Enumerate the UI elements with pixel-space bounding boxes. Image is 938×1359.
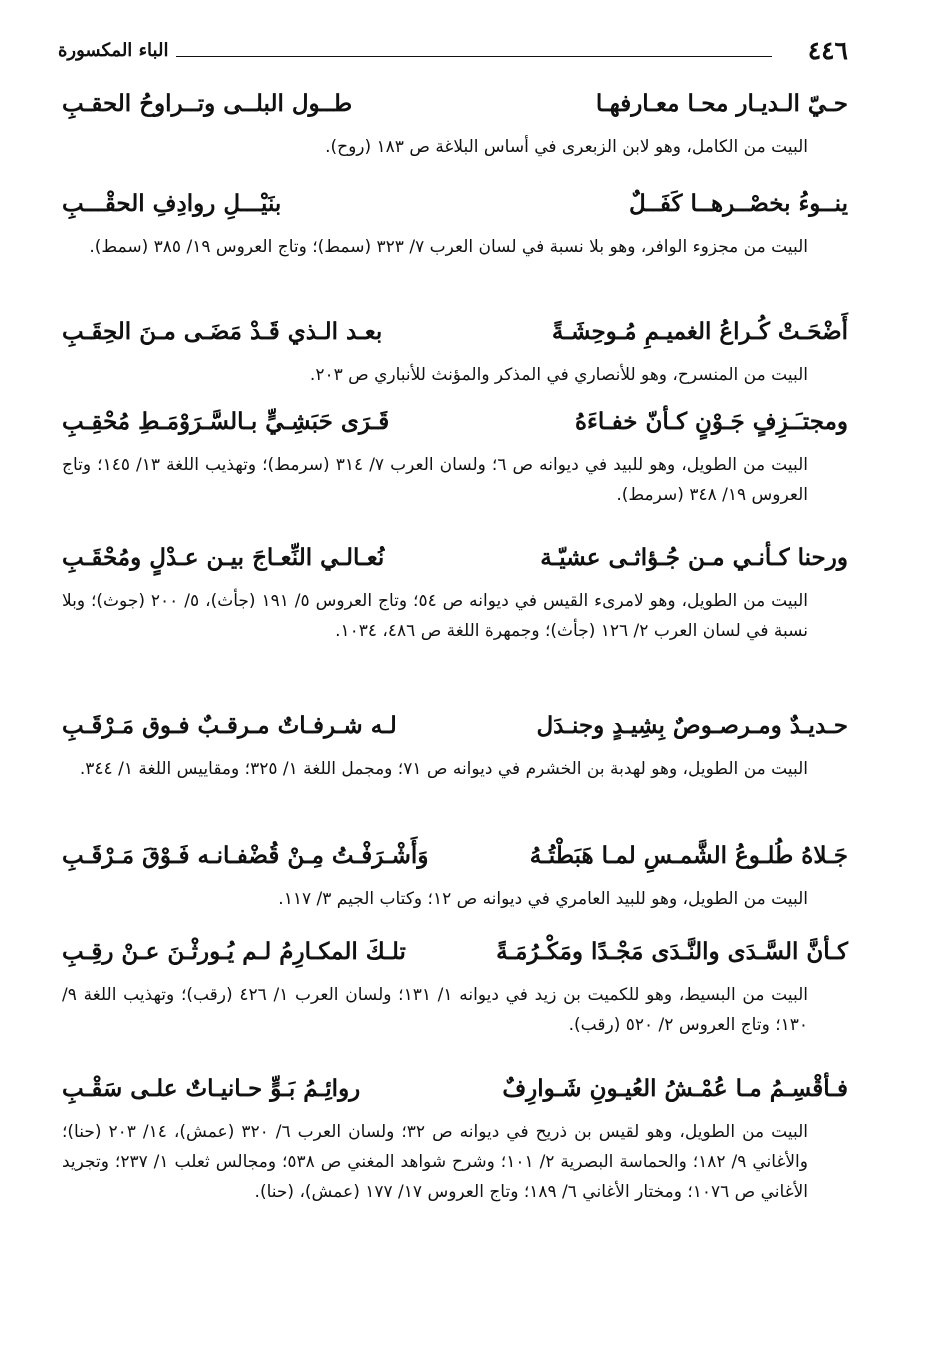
verse-line <box>62 712 848 752</box>
verse-entry <box>62 544 848 646</box>
page-number: ٤٤٦ <box>807 36 848 65</box>
second-hemistich: وَأَشْـرَفْـتُ مِـنْ قُضْفـانـه فَـوْقَ مَـرْقَـبِ <box>62 842 429 869</box>
second-hemistich: روائِـمُ بَـوٍّ حـانيـاتٌ علـى سَقْـبِ <box>62 1075 361 1102</box>
running-title: الباء المكسورة <box>58 40 169 61</box>
second-hemistich: بعـد الـذي قَـدْ مَضَـى مـنَ الحِقَـبِ <box>62 318 383 345</box>
verse-line <box>62 842 848 882</box>
source-note: البيت من الطويل، وهو للبيد العامري في ديوانه ص ١٢؛ وكتاب الجيم ٣/ ١١٧. <box>278 889 808 909</box>
verse-entry <box>62 1075 848 1207</box>
second-hemistich: لـه شـرفـاتٌ مـرقـبٌ فـوق مَـرْقَـبِ <box>62 712 397 739</box>
source-note: البيت من الطويل، وهو لامرىء القيس في ديوانه ص ٥٤؛ وتاج العروس ٥/ ١٩١ (جأث)، ٥/ ٢٠٠ (جوث)؛ وبلا نسبة في لسان العرب ٢/ ١٢٦ (جأث)؛ وجمهرة اللغة ص ٤٨٦، ١٠٣٤. <box>62 591 808 641</box>
verse-entry <box>62 190 848 262</box>
first-hemistich: ورحنا كـأنـي مـن جُـؤاثـى عشيّـة <box>540 544 848 571</box>
first-hemistich: كـأنَّ السَّـدَى والنَّـدَى مَجْـدًا ومَكْـرُمَـةً <box>496 938 848 965</box>
verse-entry <box>62 90 848 162</box>
verse-entry <box>62 842 848 914</box>
first-hemistich: حـيّ الـديـار محـا معـارفهـا <box>595 90 848 117</box>
header-rule <box>176 56 772 57</box>
first-hemistich: ومجتـَـزِفٍ جَـوْنٍ كـأنّ خفـاءَهُ <box>574 408 848 435</box>
second-hemistich: قَـرَى حَبَشِـيٍّ بـالسَّـرَوْمَـطِ مُحْقِـبِ <box>62 408 390 435</box>
verse-entry <box>62 318 848 390</box>
source-note: البيت من المنسرح، وهو للأنصاري في المذكر والمؤنث للأنباري ص ٢٠٣. <box>309 365 808 385</box>
verse-line <box>62 190 848 230</box>
source-note: البيت من الطويل، وهو للبيد في ديوانه ص ٦؛ ولسان العرب ٧/ ٣١٤ (سرمط)؛ وتهذيب اللغة ١٣/ ١٤٥؛ وتاج العروس ١٩/ ٣٤٨ (سرمط). <box>62 455 808 505</box>
verse-entry <box>62 938 848 1040</box>
verse-line <box>62 1075 848 1115</box>
first-hemistich: ينــوءُ بخصْــرهــا كَفَــلٌ <box>629 190 848 217</box>
second-hemistich: بنَيْـــلِ روادِفِ الحقْـــبِ <box>62 190 282 217</box>
verse-line <box>62 90 848 130</box>
source-note: البيت من الطويل، وهو لقيس بن ذريح في ديوانه ص ٣٢؛ ولسان العرب ٦/ ٣٢٠ (عمش)، ١٤/ ٢٠٣ (حنا)؛ والأغاني ٩/ ١٨٢؛ والحماسة البصرية ٢/ ١٠١؛ وشرح شواهد المغني ص ٥٣٨؛ ومجالس ثعلب ١/ ٢٣٧؛ وتجريد الأغاني ص ١٠٧٦؛ ومختار الأغاني ٦/ ١٨٩؛ وتاج العروس ١٧/ ١٧٧ (عمش)، (حنا). <box>62 1122 808 1202</box>
verse-line <box>62 544 848 584</box>
first-hemistich: فـأقْسِـمُ مـا عُمْـشُ العُيـونِ شَـوارِفٌ <box>502 1075 848 1102</box>
page-header <box>58 36 848 72</box>
second-hemistich: تلـكَ المكـارِمُ لـم يُـورثْـنَ عـنْ رقِـبِ <box>62 938 406 965</box>
first-hemistich: أَضْحَـتْ كُـراعُ الغميـمِ مُـوحِشَـةً <box>551 318 848 345</box>
second-hemistich: نُعـالـي النِّعـاجَ بيـن عـدْلٍ ومُحْقَـبِ <box>62 544 385 571</box>
verse-entry <box>62 712 848 784</box>
verse-line <box>62 938 848 978</box>
first-hemistich: جَـلاهُ طُلـوعُ الشَّمـسِ لمـا هَبَطْتُـهُ <box>529 842 848 869</box>
verse-entry <box>62 408 848 510</box>
first-hemistich: حـديـدٌ ومـرصـوصٌ بِشِيـدٍ وجنـدَل <box>536 712 848 739</box>
source-note: البيت من الكامل، وهو لابن الزبعرى في أساس البلاغة ص ١٨٣ (روح). <box>325 137 808 157</box>
verse-line <box>62 318 848 358</box>
source-note: البيت من الطويل، وهو لهدبة بن الخشرم في ديوانه ص ٧١؛ ومجمل اللغة ١/ ٣٢٥؛ ومقاييس اللغة ١/ ٣٤٤. <box>79 759 808 779</box>
source-note: البيت من مجزوء الوافر، وهو بلا نسبة في لسان العرب ٧/ ٣٢٣ (سمط)؛ وتاج العروس ١٩/ ٣٨٥ (سمط). <box>89 237 808 257</box>
source-note: البيت من البسيط، وهو للكميت بن زيد في ديوانه ١/ ١٣١؛ ولسان العرب ١/ ٤٢٦ (رقب)؛ وتهذيب اللغة ٩/ ١٣٠؛ وتاج العروس ٢/ ٥٢٠ (رقب). <box>62 985 808 1035</box>
verse-line <box>62 408 848 448</box>
second-hemistich: طــول البلــى وتــراوحُ الحقـبِ <box>62 90 353 117</box>
